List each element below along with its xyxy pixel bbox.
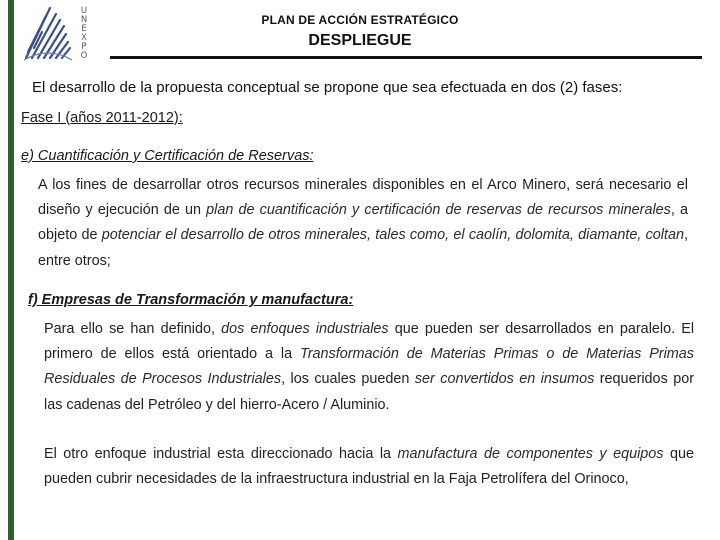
section-e-paragraph	[38, 173, 688, 274]
page-title: PLAN DE ACCIÓN ESTRATÉGICO	[261, 13, 459, 27]
text-run: , a objeto de	[38, 202, 689, 244]
emphasis-run: potenciar el desarrollo de otros minerales, tales como, el caolín, dolomita, diamante, coltan	[101, 227, 684, 244]
page-subtitle: DESPLIEGUE	[308, 32, 412, 49]
section-f-paragraph-2	[44, 442, 694, 492]
emphasis-run: dos enfoques industriales	[221, 321, 389, 337]
section-f-paragraph	[44, 317, 694, 418]
logo-letter-o: O	[80, 51, 88, 61]
text-run: A los fines de desarrollar otros recursos minerales disponibles en el Arco Minero, será necesario el diseño y ejecución de un	[38, 177, 688, 219]
section-e-heading: e) Cuantificación y Certificación de Reservas:	[21, 148, 314, 164]
header-divider	[110, 56, 702, 59]
logo-letter-n: N	[80, 15, 88, 25]
emphasis-run: manufactura de componentes y equipos	[397, 446, 664, 462]
text-run: El otro enfoque industrial esta direccionado hacia la	[44, 446, 398, 462]
emphasis-run: plan de cuantificación y certificación de reservas de recursos minerales	[206, 202, 671, 219]
text-run: , entre otros;	[38, 227, 688, 269]
text-run: que pueden ser desarrollados en paralelo. El primero de ellos está orientado a la	[44, 321, 695, 363]
emphasis-run: ser convertidos en insumos	[414, 371, 595, 388]
logo-letter-e: E	[81, 24, 87, 34]
left-margin-bar	[8, 0, 14, 540]
logo-letter-p: P	[81, 42, 87, 52]
section-f-heading: f) Empresas de Transformación y manufactura:	[28, 292, 354, 308]
emphasis-run: Transformación de Materias Primas o de Materias Primas Residuales de Procesos Industriales	[44, 346, 694, 388]
phase-heading: Fase I (años 2011-2012):	[21, 110, 183, 126]
logo-letter-x: X	[81, 33, 87, 43]
text-run: Para ello se han definido,	[44, 321, 222, 337]
logo-letter-u: U	[80, 6, 88, 16]
text-run: que pueden cubrir necesidades de la infraestructura industrial en la Faja Petrolífera del Orinoco,	[44, 446, 695, 488]
text-run: requeridos por las cadenas del Petróleo y del hierro-Acero / Aluminio.	[44, 371, 694, 413]
intro-text: El desarrollo de la propuesta conceptual se propone que sea efectuada en dos (2) fases:	[32, 79, 623, 96]
text-run: , los cuales pueden	[281, 371, 415, 388]
